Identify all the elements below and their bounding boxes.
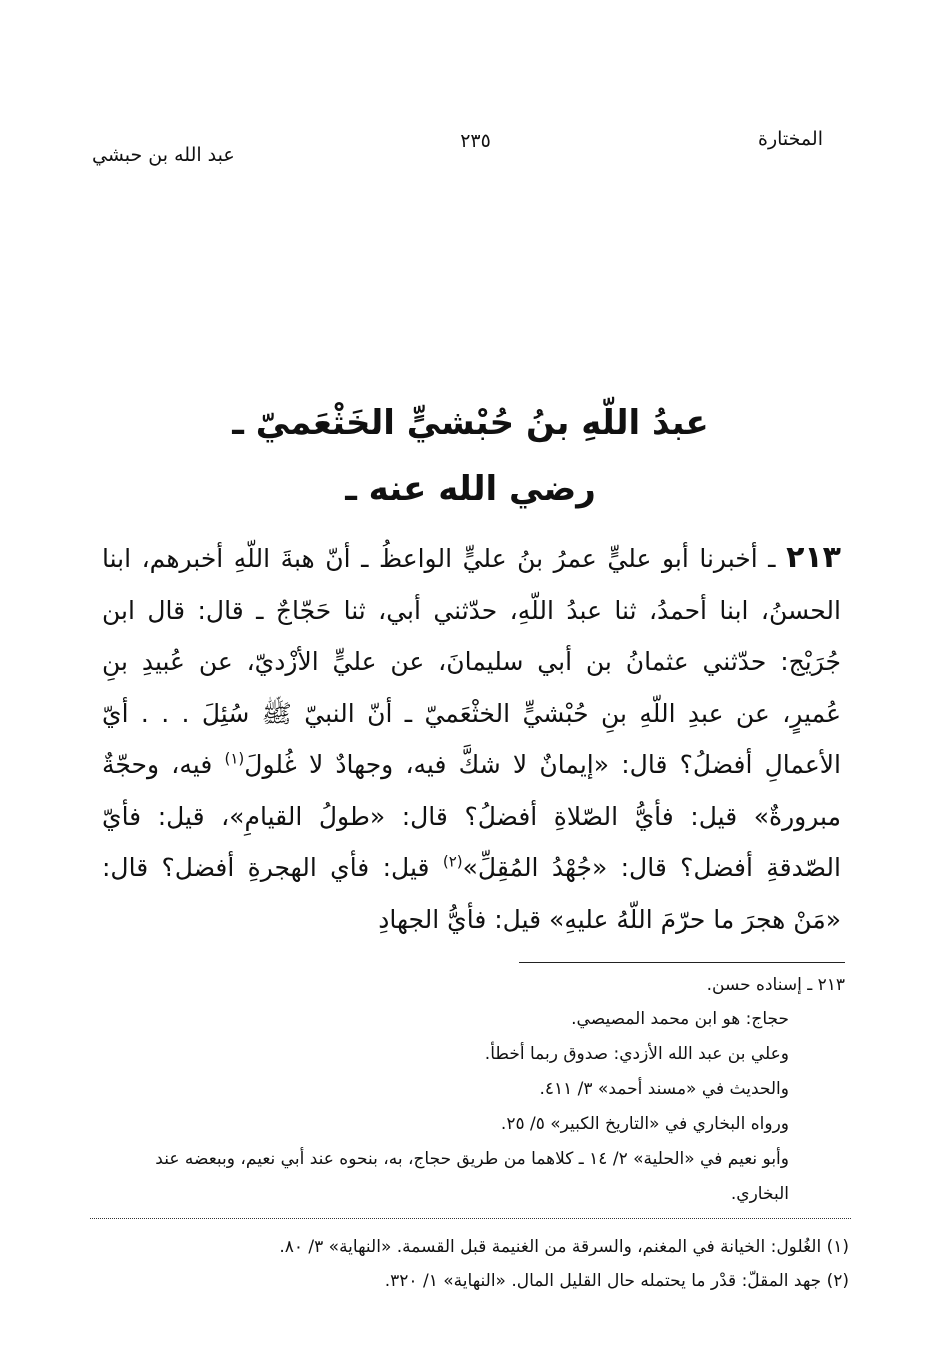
- header-book-title: المختارة: [758, 128, 823, 150]
- note-line: وأبو نعيم في «الحلية» ٢/ ١٤ ـ كلاهما من طريق حجاج، به، بنحوه عند أبي نعيم، وببعضه عند البخاري.: [155, 1149, 789, 1204]
- hadith-text-part-1: ـ أخبرنا أبو عليٍّ عمرُ بنُ عليٍّ الواعظُ ـ أنّ هبةَ اللّهِ أخبرهم، ابنا الحسنُ، ابنا أحمدُ، ثنا عبدُ اللّهِ، حدّثني أبي، ثنا حَجّاجٌ ـ قال: قال ابن جُرَيْج: حدّثني عثمانُ بن أبي سليمانَ، عن عليٍّ الأزْديّ، عن عُبيدِ بنِ عُميرٍ، عن عبدِ اللّهِ بنِ حُبْشيٍّ الخثْعَميّ ـ أنّ النبيّ ﷺ سُئِلَ . . . أيّ الأعمالِ أفضلُ؟ قال: «إيمانٌ لا شكَّ فيه، وجهادٌ لا غُلولَ: [102, 544, 841, 779]
- footnote-ref-2: (٢): [442, 852, 463, 871]
- note-line: والحديث في «مسند أحمد» ٣/ ٤١١.: [539, 1079, 789, 1099]
- footnotes: [110, 1230, 849, 1298]
- takhrij-notes: [110, 968, 845, 1212]
- notes-separator: [519, 962, 845, 963]
- header-section-title: عبد الله بن حبشي: [92, 144, 235, 166]
- hadith-number: ٢١٣: [786, 540, 841, 575]
- note-line: ورواه البخاري في «التاريخ الكبير» ٥/ ٢٥.: [500, 1114, 789, 1134]
- footnote-1: (١) الغُلول: الخيانة في المغنم، والسرقة من الغنيمة قبل القسمة. «النهاية» ٣/ ٨٠.: [279, 1237, 849, 1257]
- hadith-text-part-2: فيه، وحجّةٌ مبرورةٌ» قيل: فأيُّ الصّلاةِ أفضلُ؟ قال: «طولُ القيامِ»، قيل: فأيّ الصّدقةِ أفضل؟ قال: «جُهْدُ المُقِلِّ»: [102, 750, 841, 882]
- note-line: حجاج: هو ابن محمد المصيصي.: [571, 1009, 789, 1029]
- chapter-title: [150, 390, 791, 522]
- notes-head: ٢١٣ ـ إسناده حسن.: [706, 975, 845, 995]
- footnote-ref-1: (١): [224, 749, 245, 768]
- chapter-title-line-1: عبدُ اللّهِ بنُ حُبْشيٍّ الخَثْعَميّ ـ: [232, 403, 709, 443]
- footnote-2: (٢) جهد المقلّ: قدْر ما يحتمله حال القليل المال. «النهاية» ١/ ٣٢٠.: [384, 1271, 849, 1291]
- chapter-title-line-2: رضي الله عنه ـ: [345, 469, 596, 509]
- hadith-text-part-3: قيل: فأي الهجرةِ أفضل؟ قال: «مَنْ هجرَ ما حرّمَ اللّهُ عليهِ» قيل: فأيُّ الجهادِ: [102, 853, 841, 934]
- page-number-text: ٢٣٥: [460, 130, 491, 152]
- note-line: وعلي بن عبد الله الأزدي: صدوق ربما أخطأ.: [484, 1044, 789, 1064]
- hadith-text: [102, 532, 841, 945]
- footnotes-separator: [90, 1218, 851, 1219]
